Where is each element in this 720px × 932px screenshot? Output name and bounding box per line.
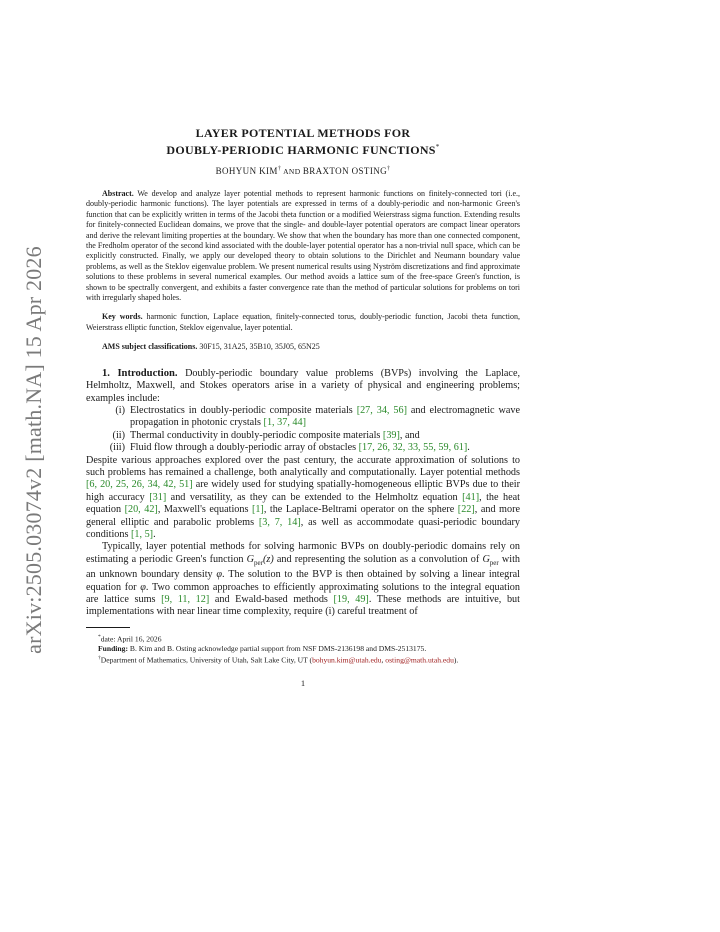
- abstract-text: We develop and analyze layer potential methods to represent harmonic functions on finitely-connected tori (i.e., doubly-periodic harmonic functions). The layer potentials are expressed in terms of a doubly-periodic and non-harmonic Green's function that can be explicitly written in terms of the Jacobi theta function or a modified Weierstrass sigma function. Extending results for finitely-connected Euclidean domains, we prove that the single- and double-layer potential operators are compact linear operators and derive the relevant limiting properties at the boundary. We show that when the boundary has more than one connected component, the Fredholm operator of the second kind associated with the double-layer potential operator has a non-trivial null space, which can be explicitly constructed. Finally, we apply our developed theory to obtain solutions to the Dirichlet and Neumann boundary value problems, as well as the Steklov eigenvalue problem. We present numerical results using Nyström discretizations and find approximate solutions to these problems in several numerical examples. Our method avoids a lattice sum of the free-space Green's function, is shown to be spectrally convergent, and exhibits a faster convergence rate than the method of particular solutions for problems on tori with irregularly shaped holes.: [86, 189, 520, 303]
- author-footnote-mark[interactable]: †: [277, 166, 282, 172]
- author-name: BRAXTON OSTING: [302, 166, 388, 176]
- list-item: [86, 442, 520, 454]
- list-item-text: Fluid flow through a doubly-periodic array of obstacles [17, 26, 32, 33, 55, 59, 61].: [130, 442, 470, 454]
- math-subscript: per: [489, 558, 499, 567]
- footnote-funding: Funding: B. Kim and B. Osting acknowledge partial support from NSF DMS-2136198 and DMS-2513175.: [98, 643, 427, 653]
- arxiv-identifier-text: arXiv:2505.03074v2 [math.NA] 15 Apr 2026: [21, 246, 46, 654]
- list-item: [86, 405, 520, 430]
- citation-link[interactable]: [22]: [457, 504, 475, 516]
- list-item-text: Thermal conductivity in doubly-periodic composite materials [39], and: [130, 429, 420, 441]
- footnotes: [86, 633, 520, 665]
- section-number: 1.: [102, 367, 110, 379]
- list-item-label: (i): [115, 404, 125, 416]
- author-name: BOHYUN KIM: [215, 166, 278, 176]
- citation-link[interactable]: [1]: [251, 504, 264, 516]
- citation-link[interactable]: [31]: [149, 491, 167, 503]
- citation-link[interactable]: [1, 37, 44]: [263, 417, 306, 429]
- intro-text: Doubly-periodic boundary value problems (BVPs) involving the Laplace, Helmholtz, Maxwell, and Stokes operators arise in a variety of physical and engineering problems; examples include:: [86, 367, 521, 404]
- citation-link[interactable]: [3, 7, 14]: [258, 516, 301, 528]
- arxiv-identifier: [18, 240, 50, 660]
- author-footnote-mark[interactable]: †: [387, 166, 391, 172]
- author-list: [86, 166, 520, 176]
- ams-text: 30F15, 31A25, 35B10, 35J05, 65N25: [199, 342, 320, 352]
- citation-link[interactable]: [39]: [382, 429, 400, 441]
- intro-paragraph-1: [86, 368, 520, 405]
- abstract-label: Abstract.: [102, 189, 134, 198]
- list-item-text: Electrostatics in doubly-periodic composite materials [27, 34, 56] and electromagnetic wave propagation in photonic crystals [1, 37, 44]: [130, 404, 520, 429]
- list-item-label: (ii): [112, 429, 125, 441]
- email-link[interactable]: osting@math.utah.edu: [385, 655, 454, 665]
- title-line-2: DOUBLY-PERIODIC HARMONIC FUNCTIONS*: [166, 143, 440, 157]
- ams-classifications: [86, 342, 520, 352]
- paper-title: [86, 126, 520, 157]
- examples-list: [86, 405, 520, 455]
- math-symbol: G: [482, 553, 490, 565]
- footnote-divider: [86, 627, 130, 628]
- math-symbol: G: [246, 553, 255, 565]
- paper-body: [86, 368, 520, 619]
- title-line-1: LAYER POTENTIAL METHODS FOR: [195, 126, 411, 140]
- abstract: [86, 189, 520, 303]
- math-argument: (z): [262, 553, 274, 565]
- ams-label: AMS subject classifications.: [102, 342, 198, 352]
- paper-page: [86, 126, 520, 688]
- footnote-affiliation: †Department of Mathematics, University of Utah, Salt Lake City, UT (bohyun.kim@utah.edu, osting@math.utah.edu).: [98, 654, 459, 665]
- page-number: 1: [300, 677, 306, 688]
- title-footnote-mark[interactable]: *: [435, 143, 440, 151]
- email-link[interactable]: bohyun.kim@utah.edu: [312, 655, 382, 665]
- keywords-label: Key words.: [102, 312, 143, 322]
- citation-link[interactable]: [17, 26, 32, 33, 55, 59, 61]: [358, 442, 468, 454]
- list-item-label: (iii): [109, 442, 125, 454]
- list-item: [86, 430, 520, 442]
- footnote-date: *date: April 16, 2026: [98, 633, 162, 644]
- math-subscript: per: [254, 558, 263, 567]
- citation-link[interactable]: [9, 11, 12]: [161, 594, 210, 606]
- citation-link[interactable]: [41]: [462, 491, 480, 503]
- citation-link[interactable]: [20, 42]: [124, 504, 158, 516]
- intro-paragraph-3: Typically, layer potential methods for solving harmonic BVPs on doubly-periodic domains rely on estimating a periodic Green's function $G_{per}(z)$ and representing the solution as a convolution of $G_{per}$ with an unknown boundary density φ. The solution to the BVP is then obtained by solving a linear integral equation for φ. Two common approaches to efficiently approximating solutions to the integral equation are lattice sums [9, 11, 12] and Ewald-based methods [19, 49]. These methods are intuitive, but implementations with near linear time complexity, require (i) careful treatment of: [86, 541, 520, 618]
- author-separator: AND: [281, 167, 303, 176]
- math-symbol: φ: [216, 569, 223, 581]
- keywords: [86, 312, 520, 333]
- citation-link[interactable]: [27, 34, 56]: [356, 404, 407, 416]
- citation-link[interactable]: [1, 5]: [131, 528, 154, 540]
- keywords-text: harmonic function, Laplace equation, finitely-connected torus, doubly-periodic function, Jacobi theta function, Weierstrass elliptic function, Steklov eigenvalue, layer potential.: [86, 312, 521, 332]
- intro-paragraph-2: Despite various approaches explored over the past century, the accurate approximation of solutions to such problems has remained a challenge, both analytically and computationally. Layer potential methods [6, 20, 25, 26, 34, 42, 51] are widely used for studying spatially-homogeneous elliptic BVPs due to their high accuracy [31] and versatility, as they can be extended to the Helmholtz equation [41], the heat equation [20, 42], Maxwell's equations [1], the Laplace-Beltrami operator on the sphere [22], and more general elliptic and parabolic problems [3, 7, 14], as well as accommodate quasi-periodic boundary conditions [1, 5].: [86, 454, 520, 540]
- math-symbol: φ: [140, 581, 146, 593]
- citation-link[interactable]: [19, 49]: [333, 594, 369, 606]
- section-heading: Introduction.: [117, 367, 178, 379]
- citation-link[interactable]: [6, 20, 25, 26, 34, 42, 51]: [86, 479, 193, 491]
